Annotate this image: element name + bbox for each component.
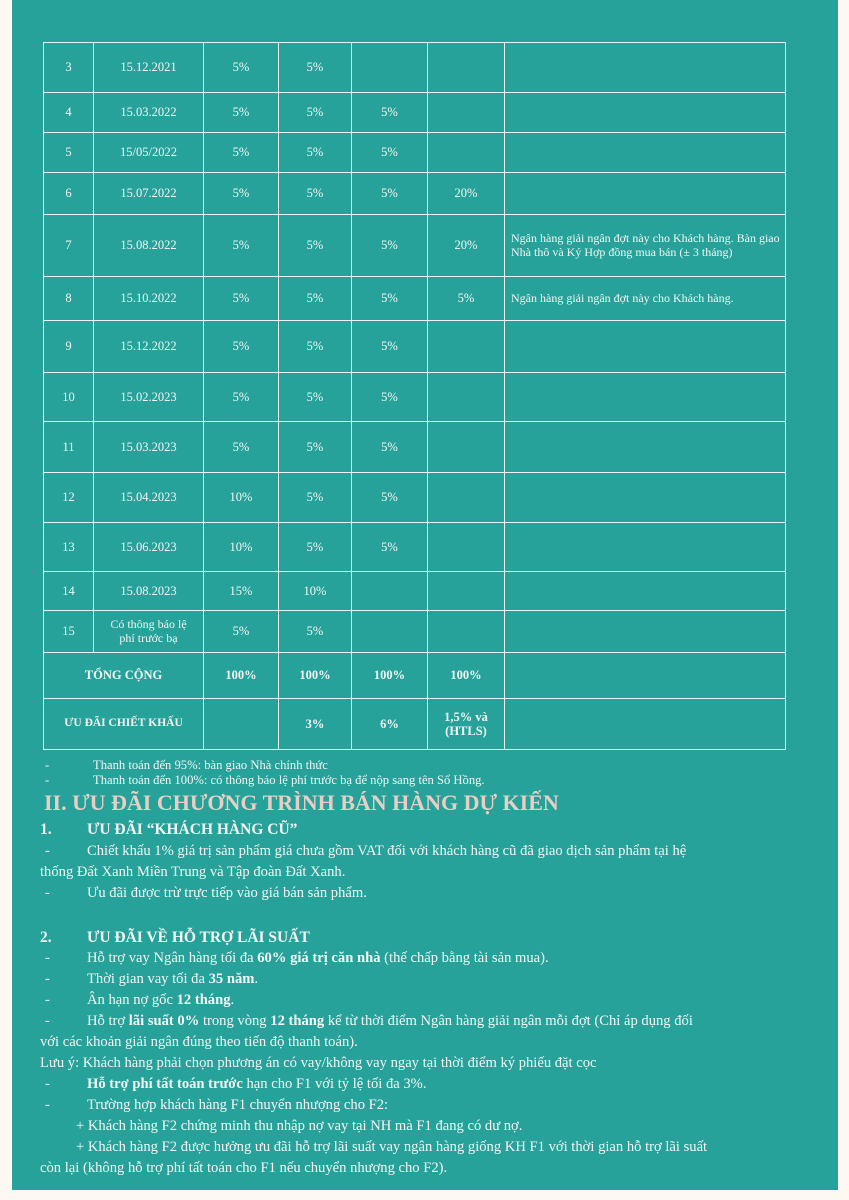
cell-c4 [428, 523, 505, 572]
cell-c1: 5% [204, 321, 279, 373]
empty-cell [505, 699, 786, 750]
cell-c1: 5% [204, 422, 279, 473]
total-c2: 100% [279, 653, 352, 699]
cell-note [505, 523, 786, 572]
cell-date: 15.06.2023 [94, 523, 204, 572]
discount-c3: 6% [352, 699, 428, 750]
sub2-line-2: - Thời gian vay tối đa 35 năm. [45, 971, 259, 987]
note-2: - Thanh toán đến 100%: có thông báo lệ phí trước bạ để nộp sang tên Sổ Hồng. [45, 773, 485, 787]
cell-date: 15.12.2021 [94, 43, 204, 93]
cell-c4 [428, 373, 505, 422]
cell-c2: 5% [279, 321, 352, 373]
cell-date: 15.12.2022 [94, 321, 204, 373]
total-c3: 100% [352, 653, 428, 699]
table-row [44, 133, 786, 173]
cell-note: Ngân hàng giải ngân đợt này cho Khách hàng. Bàn giao Nhà thô và Ký Hợp đồng mua bán (± 3 tháng) [505, 215, 786, 277]
table-row [44, 572, 786, 611]
cell-c3: 5% [352, 277, 428, 321]
discount-c4: 1,5% và (HTLS) [428, 699, 505, 750]
cell-c3: 5% [352, 473, 428, 523]
discount-row [44, 699, 786, 750]
cell-c3: 5% [352, 215, 428, 277]
total-row [44, 653, 786, 699]
sub2-line-6: - Trường hợp khách hàng F1 chuyển nhượng cho F2: [45, 1097, 389, 1113]
cell-date: 15.07.2022 [94, 173, 204, 215]
cell-c1: 5% [204, 43, 279, 93]
section-2-title: II. ƯU ĐÃI CHƯƠNG TRÌNH BÁN HÀNG DỰ KIẾN [44, 790, 559, 815]
cell-note [505, 572, 786, 611]
cell-c4 [428, 611, 505, 653]
cell-c1: 5% [204, 215, 279, 277]
cell-note [505, 422, 786, 473]
cell-c4: 20% [428, 173, 505, 215]
cell-no: 5 [44, 133, 94, 173]
cell-c1: 10% [204, 473, 279, 523]
cell-note [505, 173, 786, 215]
cell-c1: 5% [204, 133, 279, 173]
cell-date: 15/05/2022 [94, 133, 204, 173]
cell-c2: 5% [279, 611, 352, 653]
cell-c2: 5% [279, 133, 352, 173]
cell-c1: 5% [204, 373, 279, 422]
sub2-line-5: - Hỗ trợ phí tất toán trước hạn cho F1 với tỷ lệ tối đa 3%. [45, 1076, 427, 1092]
cell-no: 6 [44, 173, 94, 215]
cell-c3: 5% [352, 173, 428, 215]
sub1-line-2: - Ưu đãi được trừ trực tiếp vào giá bán sản phẩm. [45, 885, 367, 901]
cell-c4 [428, 43, 505, 93]
total-c1: 100% [204, 653, 279, 699]
cell-date: 15.03.2022 [94, 93, 204, 133]
sub1-line-1: - Chiết khấu 1% giá trị sản phẩm giá chưa gồm VAT đối với khách hàng cũ đã giao dịch sản phẩm tại hệ [45, 843, 687, 859]
cell-c1: 5% [204, 277, 279, 321]
cell-c1: 5% [204, 93, 279, 133]
table-row [44, 373, 786, 422]
cell-no: 9 [44, 321, 94, 373]
cell-c4: 20% [428, 215, 505, 277]
subsection-1-title: 1. ƯU ĐÃI “KHÁCH HÀNG CŨ” [40, 821, 298, 838]
cell-note [505, 611, 786, 653]
cell-c3: 5% [352, 373, 428, 422]
empty-cell [505, 653, 786, 699]
cell-c4 [428, 93, 505, 133]
cell-c2: 5% [279, 523, 352, 572]
sub2-note: Lưu ý: Khách hàng phải chọn phương án có vay/không vay ngay tại thời điểm ký phiếu đặt cọc [40, 1055, 597, 1071]
cell-no: 8 [44, 277, 94, 321]
cell-c2: 5% [279, 173, 352, 215]
table-row [44, 611, 786, 653]
cell-c3: 5% [352, 422, 428, 473]
cell-c1: 15% [204, 572, 279, 611]
cell-no: 12 [44, 473, 94, 523]
cell-c4 [428, 422, 505, 473]
cell-c4 [428, 133, 505, 173]
cell-c3 [352, 572, 428, 611]
cell-date: 15.02.2023 [94, 373, 204, 422]
cell-c3: 5% [352, 93, 428, 133]
cell-c1: 5% [204, 611, 279, 653]
subsection-2-title: 2. ƯU ĐÃI VỀ HỖ TRỢ LÃI SUẤT [40, 929, 310, 946]
cell-note [505, 93, 786, 133]
cell-date: Có thông báo lệ phí trước bạ [94, 611, 204, 653]
cell-date: 15.08.2023 [94, 572, 204, 611]
cell-date: 15.04.2023 [94, 473, 204, 523]
table-row [44, 277, 786, 321]
cell-c2: 5% [279, 43, 352, 93]
cell-no: 11 [44, 422, 94, 473]
sub2-line-1: - Hỗ trợ vay Ngân hàng tối đa 60% giá trị căn nhà (thế chấp bằng tài sản mua). [45, 950, 549, 966]
table-row [44, 422, 786, 473]
sub2-plus-2: + Khách hàng F2 được hưởng ưu đãi hỗ trợ lãi suất vay ngân hàng giống KH F1 với thời gian hỗ trợ lãi suất [76, 1139, 708, 1155]
cell-date: 15.03.2023 [94, 422, 204, 473]
sub2-line-3: - Ân hạn nợ gốc 12 tháng. [45, 992, 235, 1008]
cell-no: 3 [44, 43, 94, 93]
cell-c4: 5% [428, 277, 505, 321]
discount-label: ƯU ĐÃI CHIẾT KHẤU [44, 699, 204, 750]
payment-schedule-table [43, 42, 786, 750]
cell-c3 [352, 43, 428, 93]
cell-no: 13 [44, 523, 94, 572]
cell-c2: 5% [279, 373, 352, 422]
cell-c4 [428, 321, 505, 373]
cell-note [505, 321, 786, 373]
total-label: TỔNG CỘNG [44, 653, 204, 699]
discount-c2: 3% [279, 699, 352, 750]
cell-note [505, 473, 786, 523]
cell-note [505, 373, 786, 422]
cell-c2: 5% [279, 277, 352, 321]
cell-note: Ngân hàng giải ngân đợt này cho Khách hàng. [505, 277, 786, 321]
cell-c2: 10% [279, 572, 352, 611]
cell-c2: 5% [279, 215, 352, 277]
cell-no: 7 [44, 215, 94, 277]
sub2-plus-2b: còn lại (không hỗ trợ phí tất toán cho F1 nếu chuyển nhượng cho F2). [40, 1160, 448, 1176]
cell-c1: 10% [204, 523, 279, 572]
cell-c2: 5% [279, 93, 352, 133]
cell-no: 14 [44, 572, 94, 611]
cell-note [505, 43, 786, 93]
sub1-line-1b: thống Đất Xanh Miền Trung và Tập đoàn Đất Xanh. [40, 864, 346, 880]
cell-c2: 5% [279, 473, 352, 523]
cell-c3: 5% [352, 321, 428, 373]
table-row [44, 173, 786, 215]
table-row [44, 473, 786, 523]
cell-date: 15.10.2022 [94, 277, 204, 321]
note-1: - Thanh toán đến 95%: bàn giao Nhà chính thức [45, 758, 328, 772]
cell-c3: 5% [352, 523, 428, 572]
table-row [44, 43, 786, 93]
table-row [44, 523, 786, 572]
cell-no: 4 [44, 93, 94, 133]
cell-note [505, 133, 786, 173]
cell-c1: 5% [204, 173, 279, 215]
table-row [44, 93, 786, 133]
cell-date: 15.08.2022 [94, 215, 204, 277]
table-row [44, 215, 786, 277]
total-c4: 100% [428, 653, 505, 699]
cell-c4 [428, 473, 505, 523]
discount-c1 [204, 699, 279, 750]
sub2-line-4b: với các khoản giải ngân đúng theo tiến độ thanh toán). [40, 1034, 358, 1050]
sub2-plus-1: + Khách hàng F2 chứng minh thu nhập nợ vay tại NH mà F1 đang có dư nợ. [76, 1118, 523, 1134]
table-row [44, 321, 786, 373]
cell-c3: 5% [352, 133, 428, 173]
cell-c2: 5% [279, 422, 352, 473]
cell-c3 [352, 611, 428, 653]
cell-no: 15 [44, 611, 94, 653]
cell-c4 [428, 572, 505, 611]
cell-no: 10 [44, 373, 94, 422]
sub2-line-4: - Hỗ trợ lãi suất 0% trong vòng 12 tháng kể từ thời điểm Ngân hàng giải ngân mỗi đợt (Chỉ áp dụng đối [45, 1013, 693, 1029]
